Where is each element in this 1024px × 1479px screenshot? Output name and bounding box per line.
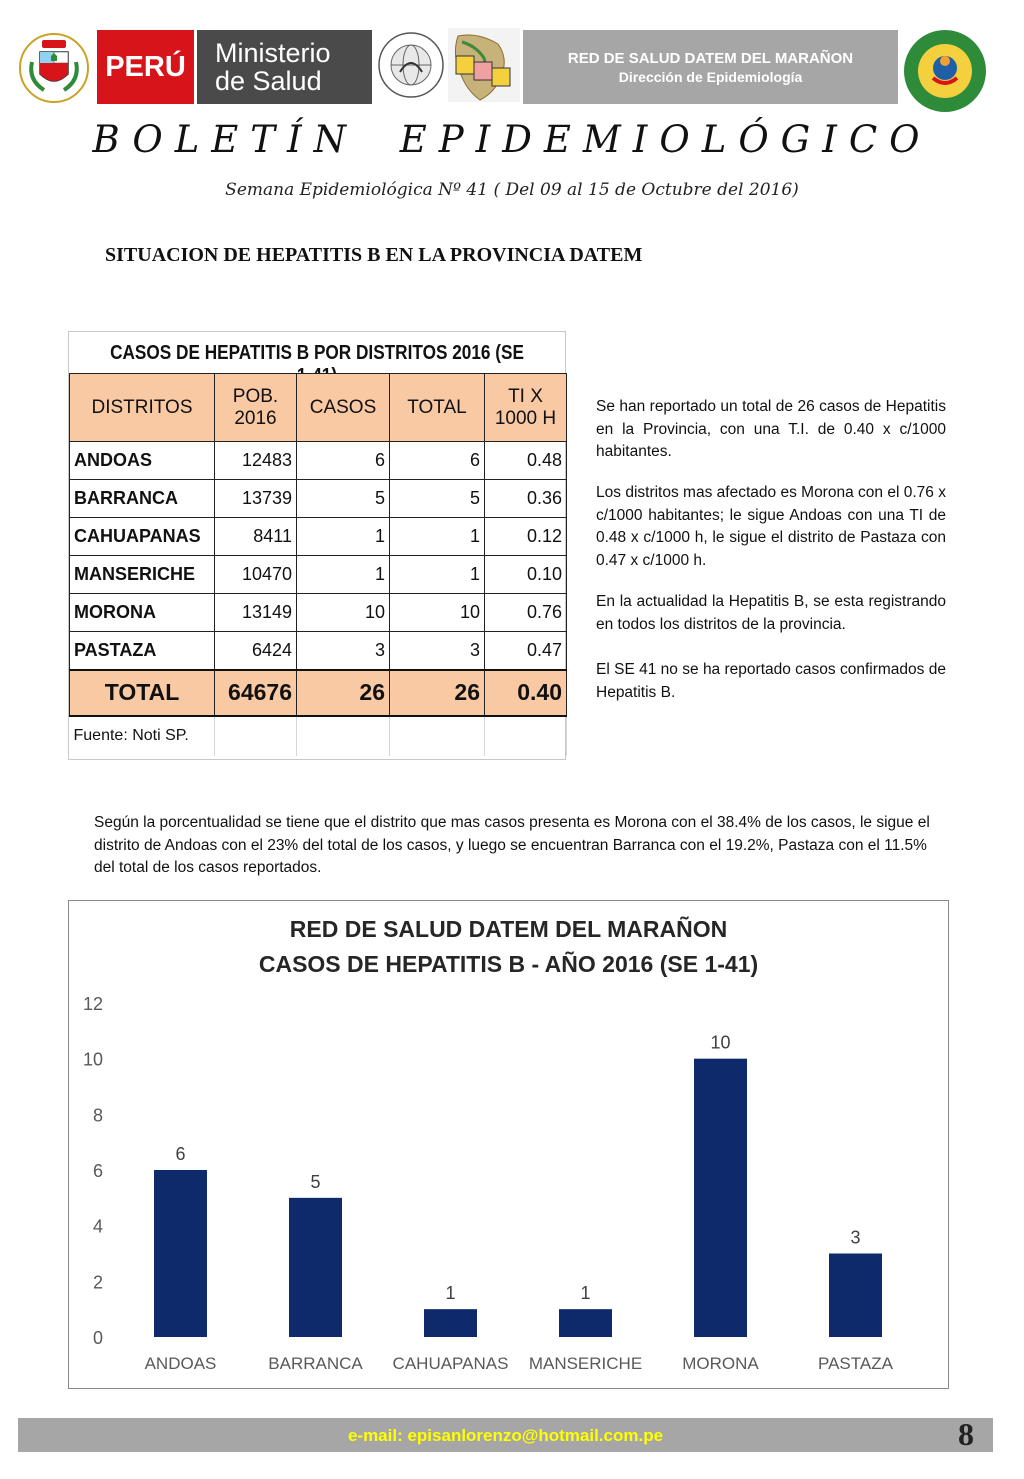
total: 5 <box>390 480 485 518</box>
table-row <box>70 442 567 480</box>
table-row <box>70 594 567 632</box>
peru-coat-of-arms-logo <box>18 32 90 104</box>
table-source: Fuente: Noti SP. <box>70 716 215 756</box>
total-row <box>70 670 567 716</box>
x-tick-label: CAHUAPANAS <box>392 1354 509 1373</box>
total-rate: 0.40 <box>485 670 567 716</box>
y-tick-label: 12 <box>82 994 103 1014</box>
x-tick-label: BARRANCA <box>268 1354 363 1373</box>
population: 6424 <box>215 632 297 670</box>
district-name: CAHUAPANAS <box>70 518 215 556</box>
table-title: CASOS DE HEPATITIS B POR DISTRITOS 2016 (SE <box>110 342 524 364</box>
header-cases: CASOS <box>297 374 390 442</box>
total-cases: 26 <box>297 670 390 716</box>
source-row <box>70 716 567 756</box>
district-name: ANDOAS <box>70 442 215 480</box>
bulletin-title: BOLETÍN EPIDEMIOLÓGICO <box>92 118 932 161</box>
ministry-logo <box>197 30 372 104</box>
x-tick-label: PASTAZA <box>818 1354 893 1373</box>
y-tick-label: 2 <box>92 1272 103 1293</box>
y-tick-label: 8 <box>92 1105 103 1126</box>
population: 8411 <box>215 518 297 556</box>
dge-logo <box>448 28 520 102</box>
rate: 0.12 <box>485 518 567 556</box>
bar <box>829 1254 882 1338</box>
week-status-paragraph: El SE 41 no se ha reportado casos confirmados de Hepatitis B. <box>596 661 946 701</box>
data-label: 3 <box>850 1227 861 1248</box>
table-row <box>70 632 567 670</box>
summary-paragraph: Se han reportado un total de 26 casos de Hepatitis en la Provincia, con una T.I. de 0.40 x c/1000 habitantes. <box>596 398 946 460</box>
rate: 0.76 <box>485 594 567 632</box>
total: 10 <box>390 594 485 632</box>
cases: 3 <box>297 632 390 670</box>
header-districts: DISTRITOS <box>70 374 215 442</box>
bar <box>289 1198 342 1337</box>
data-label: 1 <box>445 1283 456 1304</box>
most-affected-paragraph: Los distritos mas afectado es Morona con el 0.76 x c/1000 habitantes; le sigue Andoas con una TI de 0.48 x c/1000 h, le sigue el distrito de Pastaza con 0.47 x c/1000 h. <box>596 484 946 569</box>
district-name: MANSERICHE <box>70 556 215 594</box>
y-tick-label: 0 <box>92 1328 103 1348</box>
chart-title: RED DE SALUD DATEM DEL MARAÑON <box>289 916 728 942</box>
table-row <box>70 518 567 556</box>
percentage-note: Según la porcentualidad se tiene que el distrito que mas casos presenta es Morona con el 38.4% de los casos, le sigue el distrito de Andoas con el 23% del total de los casos, y luego se encuentran Barranca con el 19.2%, Pastaza con el 11.5% del total de los casos reportados. <box>94 814 930 876</box>
hepatitis-cases-bar-chart <box>68 900 949 1389</box>
epidemiological-week: Semana Epidemiológica Nº 41 ( Del 09 al 15 de Octubre del 2016) <box>225 180 799 200</box>
population: 12483 <box>215 442 297 480</box>
chart-subtitle: CASOS DE HEPATITIS B - AÑO 2016 (SE 1-41) <box>258 951 759 977</box>
total-population: 64676 <box>215 670 297 716</box>
rate: 0.10 <box>485 556 567 594</box>
total: 3 <box>390 632 485 670</box>
x-tick-label: MANSERICHE <box>528 1354 643 1373</box>
bar <box>559 1309 612 1337</box>
cases: 5 <box>297 480 390 518</box>
header-total: TOTAL <box>390 374 485 442</box>
cases: 6 <box>297 442 390 480</box>
bar <box>154 1170 207 1337</box>
network-name: RED DE SALUD DATEM DEL MARAÑON <box>567 49 854 67</box>
header-band <box>523 30 898 104</box>
data-label: 5 <box>310 1171 321 1192</box>
population: 13149 <box>215 594 297 632</box>
ministry-line1: Ministerio <box>215 38 331 68</box>
population: 13739 <box>215 480 297 518</box>
data-label: 6 <box>175 1144 186 1164</box>
total-total: 26 <box>390 670 485 716</box>
footer-email: e-mail: episanlorenzo@hotmail.com.pe <box>347 1426 664 1445</box>
y-tick-label: 6 <box>92 1161 103 1181</box>
district-name: PASTAZA <box>70 632 215 670</box>
renace-logo <box>376 28 446 102</box>
ministry-line2: de Salud <box>215 66 322 96</box>
y-tick-label: 4 <box>92 1216 103 1237</box>
table-row <box>70 480 567 518</box>
department-name: Dirección de Epidemiología <box>618 68 803 85</box>
x-tick-label: MORONA <box>682 1354 759 1373</box>
rate: 0.48 <box>485 442 567 480</box>
page-number: 8 <box>958 1416 974 1452</box>
header-rate: TI X 1000 H <box>485 374 567 442</box>
current-status-paragraph: En la actualidad la Hepatitis B, se esta registrando en todos los distritos de la provincia. <box>596 593 946 633</box>
population: 10470 <box>215 556 297 594</box>
cases: 1 <box>297 556 390 594</box>
header-population: POB. 2016 <box>215 374 297 442</box>
total: 1 <box>390 556 485 594</box>
total: 1 <box>390 518 485 556</box>
rate: 0.36 <box>485 480 567 518</box>
hepatitis-cases-table <box>69 373 567 756</box>
cases: 10 <box>297 594 390 632</box>
total: 6 <box>390 442 485 480</box>
datem-network-logo <box>902 28 988 114</box>
data-label: 1 <box>580 1283 591 1304</box>
cases: 1 <box>297 518 390 556</box>
district-name: BARRANCA <box>70 480 215 518</box>
y-tick-label: 10 <box>82 1049 103 1070</box>
table-row <box>70 556 567 594</box>
data-label: 10 <box>710 1032 731 1053</box>
rate: 0.47 <box>485 632 567 670</box>
bar <box>424 1309 477 1337</box>
x-tick-label: ANDOAS <box>144 1354 217 1373</box>
bar <box>694 1059 747 1337</box>
section-heading: SITUACION DE HEPATITIS B EN LA PROVINCIA DATEM <box>105 244 643 266</box>
total-label: TOTAL <box>70 670 215 716</box>
peru-label: PERÚ <box>97 30 194 104</box>
district-name: MORONA <box>70 594 215 632</box>
